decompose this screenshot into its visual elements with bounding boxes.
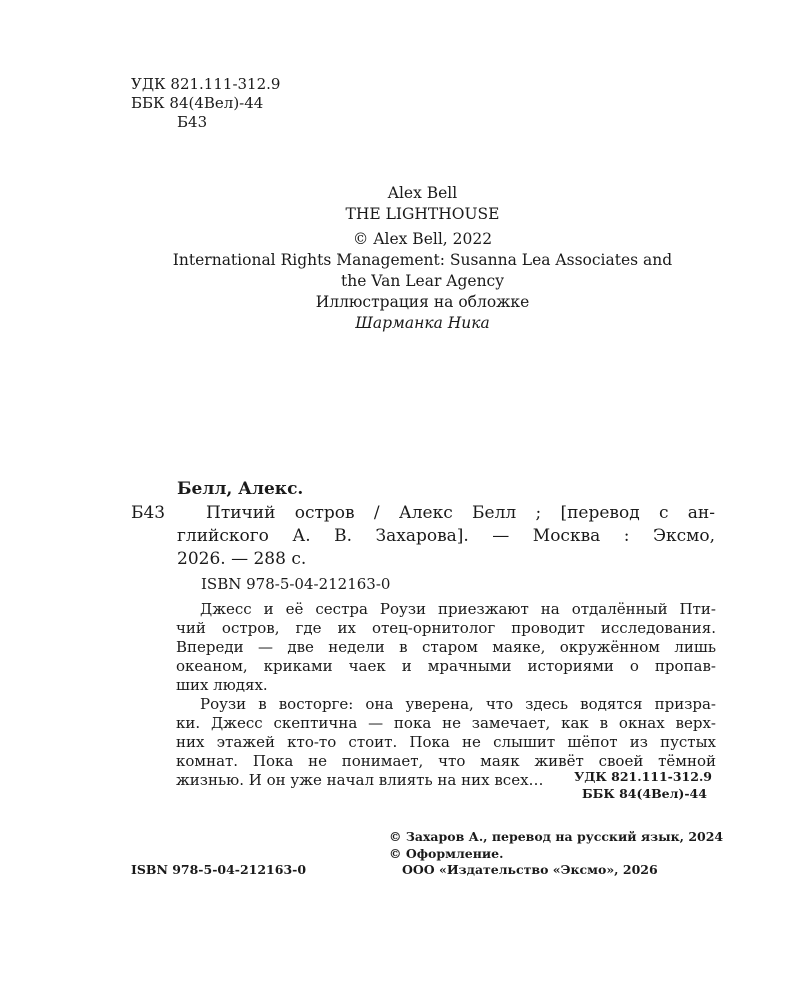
record-line-2: глийского А. В. Захарова]. — Москва : Эксмо, [177,526,715,546]
annotation-line: Впереди — две недели в старом маяке, окружённом лишь [176,638,716,656]
rights-line-1: International Rights Management: Susanna Lea Associates and [172,251,673,269]
record-isbn: ISBN 978-5-04-212163-0 [201,575,391,593]
author-mark-top: Б43 [177,113,208,131]
rights-line-2: the Van Lear Agency [341,272,504,290]
annotation-line: Роузи в восторге: она уверена, что здесь водятся призра- [200,695,716,713]
footer-copyright-publisher: ООО «Издательство «Эксмо», 2026 [402,862,658,877]
annotation-line: них этажей кто-то стоит. Пока не слышит шёпот из пустых [176,733,716,751]
annotation-line: ших людях. [176,676,268,694]
original-title: THE LIGHTHOUSE [345,205,500,223]
annotation-line: комнат. Пока не понимает, что маяк живёт своей тёмной [176,752,716,770]
udk-code-bottom: УДК 821.111-312.9 [574,769,712,784]
original-edition-credits [100,183,745,292]
annotation [176,600,716,790]
illustration-credit [100,292,745,334]
annotation-line: Джесс и её сестра Роузи приезжают на отдалённый Пти- [200,600,716,618]
annotation-line: чий остров, где их отец-орнитолог проводит исследования. [176,619,716,637]
bbk-code-top: ББК 84(4Вел)-44 [131,94,264,112]
footer-copyright-design: © Оформление. [389,846,504,861]
annotation-line: ки. Джесс скептична — пока не замечает, как в окнах верх- [176,714,716,732]
footer-copyright-translation: © Захаров А., перевод на русский язык, 2024 [389,829,724,844]
illustration-artist: Шарманка Ника [355,314,490,332]
annotation-line: жизнью. И он уже начал влиять на них всех… [176,771,544,789]
udk-code-top: УДК 821.111-312.9 [131,75,281,93]
footer-isbn: ISBN 978-5-04-212163-0 [131,862,307,877]
bbk-code-bottom: ББК 84(4Вел)-44 [582,786,707,801]
original-copyright: © Alex Bell, 2022 [352,230,493,248]
record-author-heading: Белл, Алекс. [177,479,304,499]
illustration-label: Иллюстрация на обложке [315,293,530,311]
record-author-mark: Б43 [131,503,166,523]
original-author: Alex Bell [387,184,458,202]
record-line-3: 2026. — 288 с. [177,549,307,569]
annotation-line: океаном, криками чаек и мрачными историями о пропав- [176,657,716,675]
record-line-1: Птичий остров / Алекс Белл ; [перевод с ан- [206,503,715,523]
